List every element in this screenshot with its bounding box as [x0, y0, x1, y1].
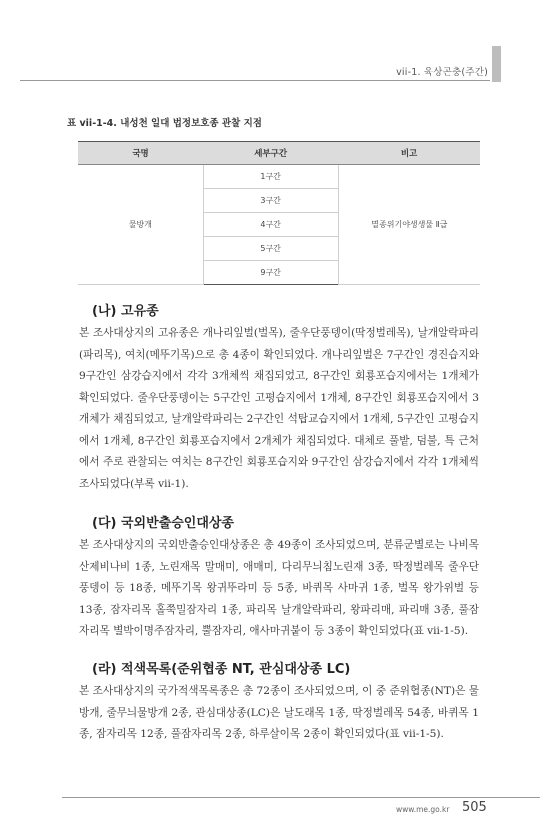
protected-species-table [78, 141, 480, 285]
paragraph-endemic: 본 조사대상지의 고유종은 개나리잎벌(벌목), 줄우단풍뎅이(딱정벌레목), 날개알락파리(파리목), 여치(메뚜기목)으로 총 4종이 확인되었다. 개나리잎벌은 7구간인 경진습지와 9구간인 삼강습지에서 각각 3개체씩 채집되었고, 8구간인 회룡포습지에서는 1개체가 확인되었다. 줄우단풍뎅이는 5구간인 고평습지에서 1개체, 8구간인 회룡포습지에서 3개체가 채집되었고, 날개알락파리는 2구간인 석탑교습지에서 1개체, 5구간인 고평습지에서 1개체, 8구간인 회룡포습지에서 2개체가 채집되었다. 대체로 풀밭, 덤불, 특 근처에서 주로 관찰되는 여치는 8구간인 회룡포습지와 9구간인 삼강습지에서 각각 1개체씩 조사되었다(부록 vii-1). [79, 327, 479, 490]
section-cell: 5구간 [203, 237, 338, 261]
page-header [0, 0, 556, 100]
species-cell: 물방개 [78, 165, 203, 285]
footer-url: www.me.go.kr [396, 805, 450, 814]
section-heading-endemic: (나) 고유종 [92, 304, 159, 319]
section-heading-export-approval: (다) 국외반출승인대상종 [92, 516, 234, 531]
page-number: 505 [462, 800, 487, 815]
table-header-row [78, 142, 480, 165]
section-cell: 1구간 [203, 165, 338, 189]
section-heading-red-list: (라) 적색목록(준위협종 NT, 관심대상종 LC) [92, 662, 351, 677]
header-tab-marker [492, 46, 501, 82]
paragraph-red-list: 본 조사대상지의 국가적색목록종은 총 72종이 조사되었으며, 이 중 준위협종(NT)은 물방개, 줄무늬물방개 2종, 관심대상종(LC)은 날도래목 1종, 딱정벌레목 54종, 바퀴목 1종, 잠자리목 12종, 풀잠자리목 2종, 하루살이목 2종이 확인되었다(표 vii-1-5). [79, 685, 479, 740]
column-header-species: 국명 [78, 142, 203, 165]
section-cell: 4구간 [203, 213, 338, 237]
table-row [78, 165, 480, 189]
column-header-section: 세부구간 [203, 142, 338, 165]
section-cell: 9구간 [203, 261, 338, 285]
column-header-note: 비고 [338, 142, 480, 165]
running-head: vii-1. 육상곤충(주간) [396, 67, 488, 78]
header-rule [20, 80, 490, 81]
note-cell: 멸종위기야생생물 Ⅱ급 [338, 165, 480, 285]
footer-rule [62, 797, 540, 798]
section-cell: 3구간 [203, 189, 338, 213]
paragraph-export-approval: 본 조사대상지의 국외반출승인대상종은 총 49종이 조사되었으며, 분류군별로는 나비목 산제비나비 1종, 노린재목 말매미, 애매미, 다리무늬침노린재 3종, 딱정벌레목 줄우단풍뎅이 등 18종, 메뚜기목 왕귀뚜라미 등 5종, 바퀴목 사마귀 1종, 벌목 왕가위벌 등 13종, 잠자리목 홀쭉밀잠자리 1종, 파리목 날개알락파리, 왕파리매, 파리매 3종, 풀잠자리목 별박이명주잠자리, 뿔잠자리, 애사마귀붙이 등 3종이 확인되었다(표 vii-1-5). [79, 539, 479, 637]
table-caption: 표 vii-1-4. 내성천 일대 법정보호종 관찰 지점 [67, 118, 262, 129]
